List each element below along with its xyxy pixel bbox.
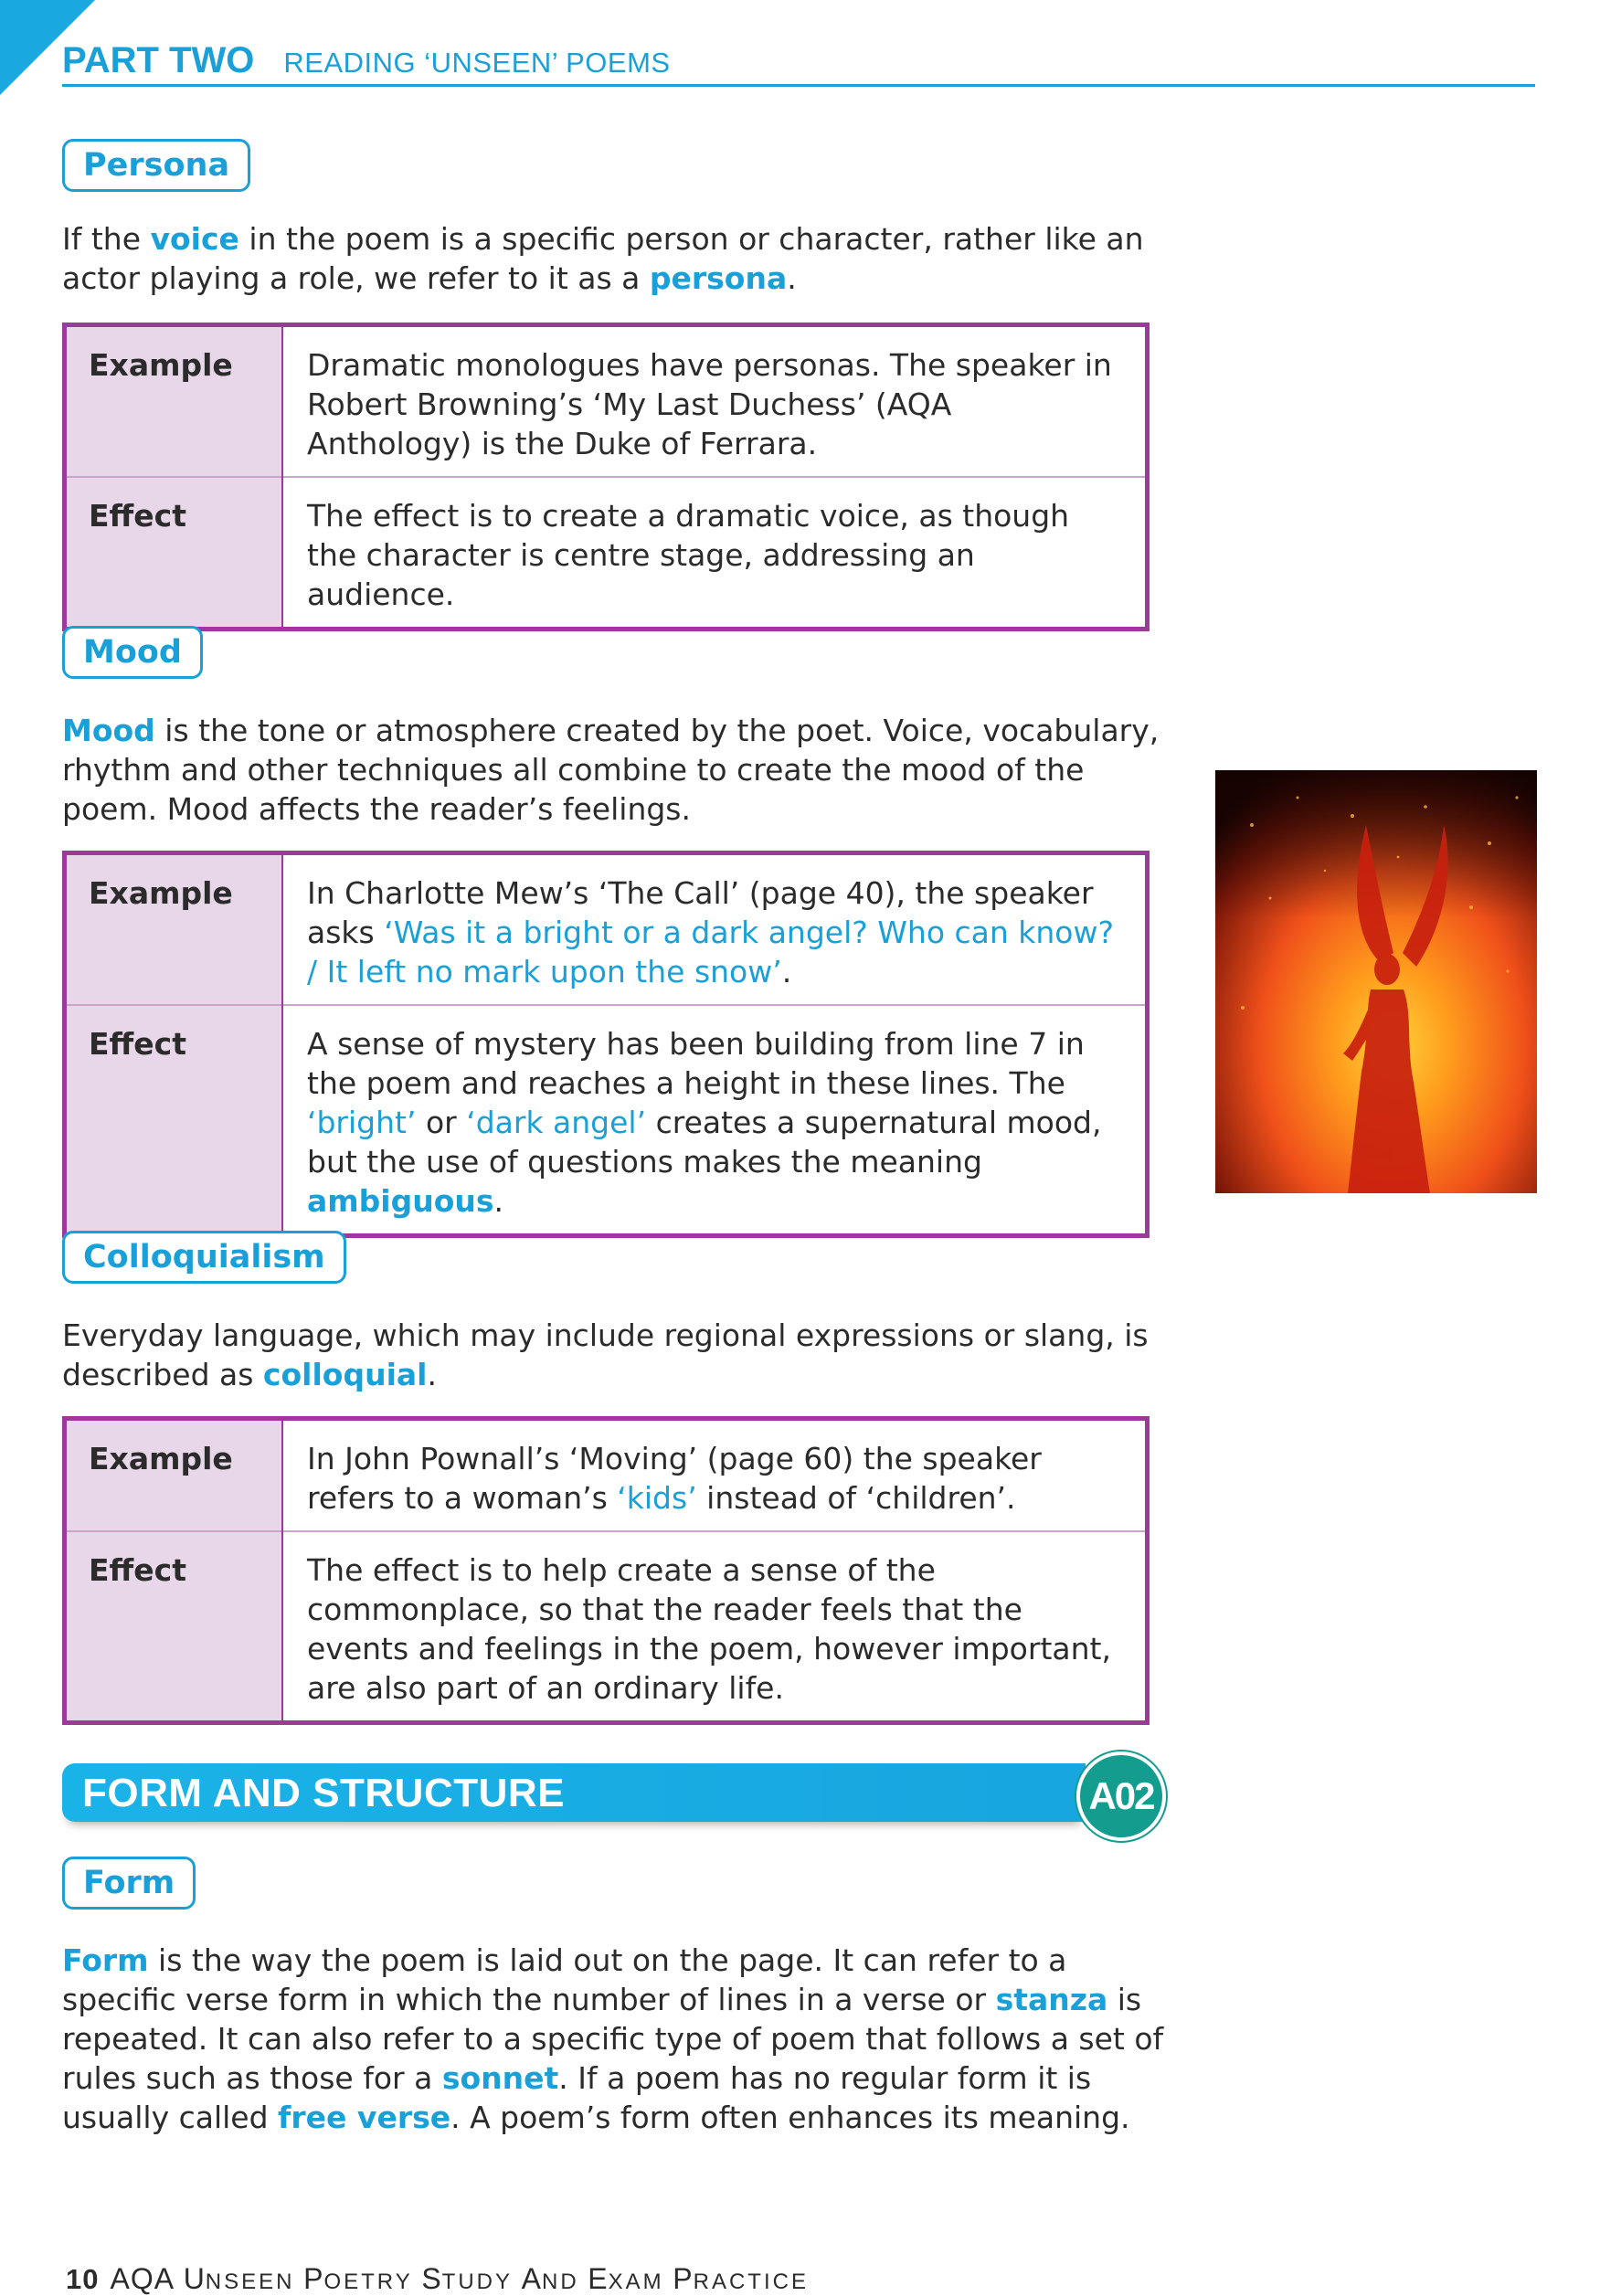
part-label: PART TWO <box>62 40 255 80</box>
mood-heading-box <box>62 626 203 679</box>
book-title: AQA UNSEEN POETRY STUDY AND EXAM PRACTICE <box>110 2262 809 2295</box>
keyword-form: Form <box>62 1942 149 1978</box>
example-label: Example <box>65 853 283 1006</box>
running-header <box>62 40 671 81</box>
effect-text: The effect is to create a dramatic voice, as though the character is centre stage, addressing an audience. <box>282 477 1148 630</box>
section-label: READING ‘UNSEEN’ POEMS <box>283 47 671 79</box>
persona-paragraph: If the voice in the poem is a specific person or character, rather like an actor playing a role, we refer to it as a persona. <box>62 221 1144 296</box>
mood-heading: Mood <box>62 626 203 679</box>
example-text: In John Pownall’s ‘Moving’ (page 60) the speaker refers to a woman’s ‘kids’ instead of ‘children’. <box>307 1441 1042 1516</box>
header-rule <box>62 84 1535 87</box>
quote: ‘Was it a bright or a dark angel? Who can know? / It left no mark upon the snow’ <box>307 915 1114 989</box>
persona-heading-box <box>62 139 250 192</box>
effect-text: The effect is to help create a sense of the commonplace, so that the reader feels that the events and feelings in the poem, however important, are also part of an ordinary life. <box>282 1531 1148 1723</box>
keyword-ambiguous: ambiguous <box>307 1183 494 1219</box>
table-row <box>65 477 1148 630</box>
colloquialism-heading: Colloquialism <box>62 1231 346 1284</box>
page-number: 10 <box>66 2263 100 2295</box>
assessment-objective-badge: A02 <box>1076 1751 1166 1841</box>
example-text: In Charlotte Mew’s ‘The Call’ (page 40), the speaker asks ‘Was it a bright or a dark angel? Who can know? / It left no mark upon the snow’. <box>307 875 1114 989</box>
keyword-voice: voice <box>150 221 239 257</box>
keyword-sonnet: sonnet <box>441 2060 559 2096</box>
quote: ‘bright’ <box>307 1105 417 1140</box>
example-text: Dramatic monologues have personas. The speaker in Robert Browning’s ‘My Last Duchess’ (AQA Anthology) is the Duke of Ferrara. <box>307 347 1112 461</box>
example-label: Example <box>65 1419 283 1532</box>
section-banner-title: FORM AND STRUCTURE <box>82 1771 565 1815</box>
keyword-colloquial: colloquial <box>262 1357 428 1392</box>
form-paragraph: Form is the way the poem is laid out on the page. It can refer to a specific verse form in which the number of lines in a verse or stanza is repeated. It can also refer to a specific type of poem that follows a set of rules such as those for a sonnet. If a poem has no regular form it is usually called free verse. A poem’s form often enhances its meaning. <box>62 1942 1164 2135</box>
keyword-mood: Mood <box>62 713 155 748</box>
form-heading: Form <box>62 1857 196 1910</box>
form-heading-box <box>62 1857 196 1910</box>
effect-label: Effect <box>65 477 283 630</box>
table-row <box>65 1005 1148 1236</box>
effect-label: Effect <box>65 1531 283 1723</box>
mood-paragraph: Mood is the tone or atmosphere created by the poet. Voice, vocabulary, rhythm and other techniques all combine to create the mood of the poem. Mood affects the reader’s feelings. <box>62 713 1160 827</box>
keyword-free-verse: free verse <box>278 2100 451 2135</box>
colloquialism-paragraph: Everyday language, which may include regional expressions or slang, is described as colloquial. <box>62 1317 1149 1392</box>
mood-table <box>62 851 1150 1238</box>
colloquialism-table <box>62 1416 1150 1725</box>
quote: ‘kids’ <box>617 1480 697 1516</box>
effect-label: Effect <box>65 1005 283 1236</box>
angel-photo <box>1215 770 1537 1193</box>
table-row <box>65 1531 1148 1723</box>
table-row <box>65 853 1148 1006</box>
page-footer <box>66 2262 809 2296</box>
table-row <box>65 325 1148 478</box>
keyword-persona: persona <box>649 260 788 296</box>
colloquialism-heading-box <box>62 1231 346 1284</box>
example-label: Example <box>65 325 283 478</box>
effect-text: A sense of mystery has been building from line 7 in the poem and reaches a height in these lines. The ‘bright’ or ‘dark angel’ creates a supernatural mood, but the use of questions makes the meaning ambiguous. <box>282 1005 1148 1236</box>
persona-heading: Persona <box>62 139 250 192</box>
table-row <box>65 1419 1148 1532</box>
persona-table <box>62 323 1150 631</box>
quote: ‘dark angel’ <box>466 1105 647 1140</box>
keyword-stanza: stanza <box>995 1982 1108 2017</box>
